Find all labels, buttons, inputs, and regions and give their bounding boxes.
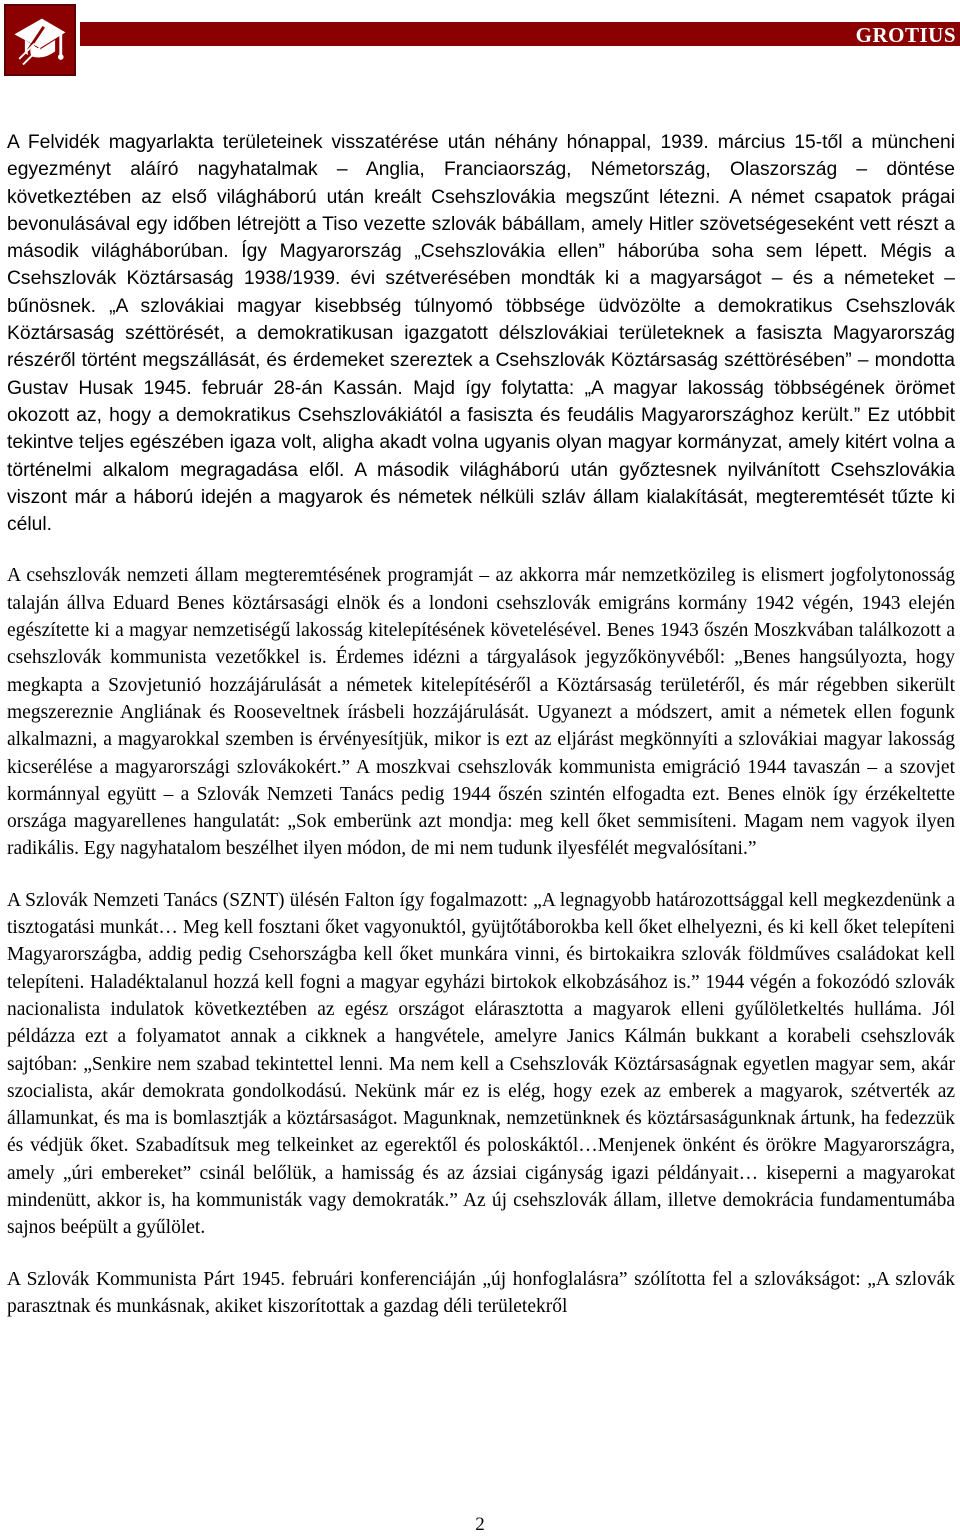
page-header bbox=[0, 0, 960, 80]
paragraph-4: A Szlovák Kommunista Párt 1945. februári konferenciáján „új honfoglalásra” szólította fel a szlovákságot: „A szlovák parasztnak és munkásnak, akiket kiszorítottak a gazdag déli területekről bbox=[7, 1268, 955, 1317]
header-band bbox=[80, 22, 960, 46]
paragraph-1: A Felvidék magyarlakta területeinek visszatérése után néhány hónappal, 1939. március 15-től a müncheni egyezményt aláíró nagyhatalmak – Anglia, Franciaország, Németország, Olaszország – döntése következtében az első világháború után kreált Csehszlovákia megszűnt létezni. A német csapatok prágai bevonulásával egy időben létrejött a Tiso vezette szlovák bábállam, amely Hitler szövetségeseként vett részt a második világháborúban. Így Magyarország „Csehszlovákia ellen” háborúba soha sem lépett. Mégis a Csehszlovák Köztársaság 1938/1939. évi szétverésében mondták ki a magyarságot – és a németeket – bűnösnek. „A szlovákiai magyar kisebbség túlnyomó többsége üdvözölte a demokratikus Csehszlovák Köztársaság széttörését, a demokratikusan igazgatott délszlovákiai területeknek a fasiszta Magyarország részéről történt megszállását, és érdemeket szereztek a Csehszlovák Köztársaság széttörésében” – mondotta Gustav Husak 1945. február 28-án Kassán. Majd így folytatta: „A magyar lakosság többségének örömet okozott az, hogy a demokratikus Csehszlovákiától a fasiszta és feudális Magyarországhoz került.” Ez utóbbit tekintve teljes egészében igaza volt, aligha akadt volna ugyanis olyan magyar kormányzat, amely kitért volna a történelmi alkalom megragadása elől. A második világháború után győztesnek nyilvánított Csehszlovákia viszont már a háború idején a magyarok és németek nélküli szláv állam kialakítását, megteremtését tűzte ki célul. bbox=[7, 132, 955, 536]
brand-title: GROTIUS bbox=[855, 23, 956, 47]
page-number: 2 bbox=[475, 1514, 485, 1535]
paragraph-3: A Szlovák Nemzeti Tanács (SZNT) ülésén Falton így fogalmazott: „A legnagyobb határozottsággal kell megkezdenünk a tisztogatási munkát… Meg kell fosztani őket vagyonuktól, gyüjtőtáborokba kell őket elhelyezni, és ki kell őket telepíteni Magyarországba, addig pedig Csehországba kell őket munkára vinni, és birtokaikra szlovák földműves családokat kell telepíteni. Haladéktalanul hozzá kell fogni a magyar egyházi birtokok elkobzásához is.” 1944 végén a fokozódó szlovák nacionalista indulatok következtében az egész országot elárasztotta a magyarok elleni gyűlöletkeltés hulláma. Jól példázza ezt a folyamatot annak a cikknek a hangvétele, amelyre Janics Kálmán bukkant a korabeli csehszlovák sajtóban: „Senkire nem szabad tekintettel lenni. Ma nem kell a Csehszlovák Köztársaságnak egyetlen magyar sem, akár szocialista, akár demokrata gondolkodású. Nekünk már ez is elég, hogy ezek az emberek a magyarok, szétverték az államunkat, és ma is bomlasztják a köztársaságot. Magunknak, nemzetünknek és köztársaságunknak ártunk, ha fedezzük és védjük őket. Szabadítsuk meg telkeinket az egerektől és poloskáktól…Menjenek önként és örökre Magyarországra, amely „úri embereket” csinál belőlük, a hamisság és az ázsiai cigányság igazi példányait… kiseperni a magyarokat mindenütt, akkor is, ha kommunisták vagy demokraták.” Az új csehszlovák állam, illetve demokrácia fundamentumába sajnos beépült a gyűlölet. bbox=[7, 889, 955, 1239]
scholar-cap-logo-icon bbox=[4, 4, 76, 76]
paragraph-2: A csehszlovák nemzeti állam megteremtésének programját – az akkorra már nemzetközileg is elismert jogfolytonosság talaján állva Eduard Benes köztársasági elnök és a londoni csehszlovák emigráns kormány 1942 végén, 1943 elején egészítette ki a magyar nemzetiségű lakosság kitelepítésének követelésével. Benes 1943 őszén Moszkvában találkozott a csehszlovák kommunista vezetőkkel is. Érdemes idézni a tárgyalások jegyzőkönyvéből: „Benes hangsúlyozta, hogy megkapta a Szovjetunió hozzájárulását a németek kitelepítéséről a Köztársaság területéről, és már régebben sikerült megszereznie Angliának és Rooseveltnek írásbeli hozzájárulását. Ugyanezt a módszert, amit a németek ellen fogunk alkalmazni, a magyarokkal szemben is érvényesítjük, mikor is ezt az eljárást megkönnyíti a szlovákiai magyar lakosság kicserélése a magyarországi szlovákokért.” A moszkvai csehszlovák kommunista emigráció 1944 tavaszán – a szovjet kormánnyal együtt – a Szlovák Nemzeti Tanács pedig 1944 őszén szintén elfogadta ezt. Benes elnök így érzékeltette országa magyarellenes hangulatát: „Sok emberünk azt mondja: meg kell őket semmisíteni. Magam nem vagyok ilyen radikális. Egy nagyhatalom beszélhet ilyen módon, de mi nem tudunk ilyesfélét megvalósítani.” bbox=[7, 565, 955, 860]
article-body bbox=[7, 129, 955, 1344]
